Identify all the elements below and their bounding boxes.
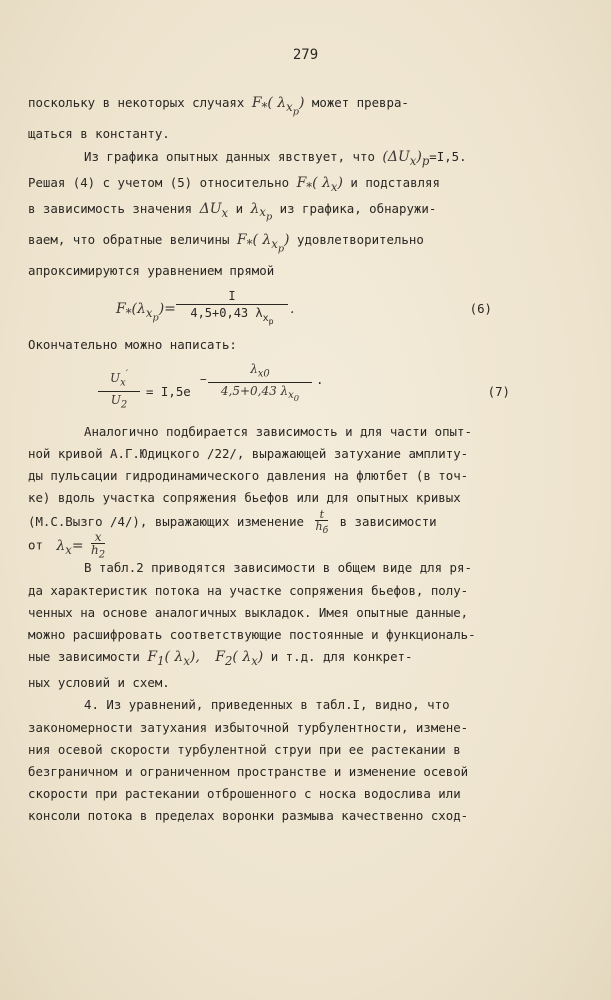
text-line: да характеристик потока на участке сопряжения бьефов, полу- [28, 582, 469, 598]
text-line: консоли потока в пределах воронки размыва качественно сход- [28, 808, 469, 824]
equation-lhs-fraction: $U_x'$ $U_2$ [98, 367, 140, 414]
text-line: ке) вдоль участка сопряжения бьефов или для опытных кривых [28, 490, 461, 506]
text-line: ной кривой А.Г.Юдицкого /22/, выражающей затухание амплиту- [28, 445, 469, 461]
inline-formula: $\Delta U_x$ [199, 200, 229, 220]
text-line: ченных на основе аналогичных выкладок. Имея опытные данные, [28, 604, 469, 620]
inline-formula: $(\Delta U_x)_p$ [382, 148, 430, 168]
inline-formula: $F_*$( $\lambda_{x_p}$) [251, 95, 305, 118]
text-line: можно расшифровать соответствующие постоянные и функциональ- [28, 627, 476, 643]
text-line: щаться в константу. [28, 126, 170, 142]
inline-formula: $F_*$( $\lambda_x$) [296, 174, 343, 194]
equation-number: (6) [469, 301, 492, 317]
text-line: ваем, что обратные величины $F_*$( $\lambda_{x_p}$) удовлетворительно [28, 231, 424, 254]
text-line: Решая (4) с учетом (5) относительно $F_*$( $\lambda_x$) и подставляя [28, 174, 440, 194]
text-line: ных условий и схем. [28, 675, 170, 691]
inline-fraction: $\frac{x}{h_2}$ [91, 530, 106, 561]
text-line: апроксимируются уравнением прямой [28, 263, 275, 279]
text-line: в зависимость значения $\Delta U_x$ и $\lambda_{x_p}$ из графика, обнаружи- [28, 200, 437, 223]
text-line: ния осевой скорости турбулентной струи при ее растекании в [28, 741, 461, 757]
text-line: В табл.2 приводятся зависимости в общем виде для ря- [84, 560, 472, 576]
body-text [28, 92, 580, 828]
equation-6: $F_*(\lambda_{x_p})=$ I 4,5+0,43 $\lambda_{x_p}$ . (6) [28, 286, 580, 332]
inline-formula: $F_1$( $\lambda_x$), [147, 649, 200, 669]
text-line: ды пульсации гидродинамического давления на флютбет (в точ- [28, 468, 469, 483]
text-line: 4. Из уравнений, приведенных в табл.I, видно, что [84, 697, 450, 713]
inline-formula: $\lambda_x=$ [56, 538, 84, 557]
text-line: от $\lambda_x=$ $\frac{x}{h_2}$ [28, 530, 106, 561]
exponent-fraction: $\lambda_{x0}$ 4,5+0,43 $\lambda_{x_0}$ [208, 361, 312, 407]
text-line: поскольку в некоторых случаях $F_*$( $\lambda_{x_p}$) может превра- [28, 95, 409, 118]
text-line: Аналогично подбирается зависимость и для части опыт- [84, 423, 472, 439]
inline-formula: $\lambda_{x_p}$ [250, 200, 273, 223]
equation-fraction: I 4,5+0,43 $\lambda_{x_p}$ [176, 288, 288, 328]
inline-formula: $F_2$( $\lambda_x$) [215, 649, 264, 669]
equation-number: (7) [487, 383, 510, 399]
text-line: скорости при растекании отброшенного с носка водослива или [28, 786, 461, 802]
inline-fraction: t $h_б$ [315, 508, 329, 537]
text-line: безграничном и ограниченном пространстве и изменение осевой [28, 764, 469, 780]
text-line: закономерности затухания избыточной турбулентности, измене- [28, 719, 469, 735]
page-number: 279 [292, 47, 319, 63]
text-line: Из графика опытных данных явствует, что $(\Delta U_x)_p=I,5$. [84, 148, 467, 168]
equation-7: $U_x'$ $U_2$ = I,5e − $\lambda_{x0}$ 4,5+0,43 $\lambda_{x_0}$ . (7) [28, 363, 580, 419]
inline-formula: $F_*$( $\lambda_{x_p}$) [236, 231, 290, 254]
equation-lhs: $F_*(\lambda_{x_p})=$ [116, 301, 176, 324]
text-line: ные зависимости $F_1$( $\lambda_x$), $F_2$( $\lambda_x$) и т.д. для конкрет- [28, 649, 413, 669]
text-line: Окончательно можно написать: [28, 337, 237, 353]
text-line: (М.С.Вызго /4/), выражающих изменение t $h_б$ в зависимости [28, 508, 437, 537]
